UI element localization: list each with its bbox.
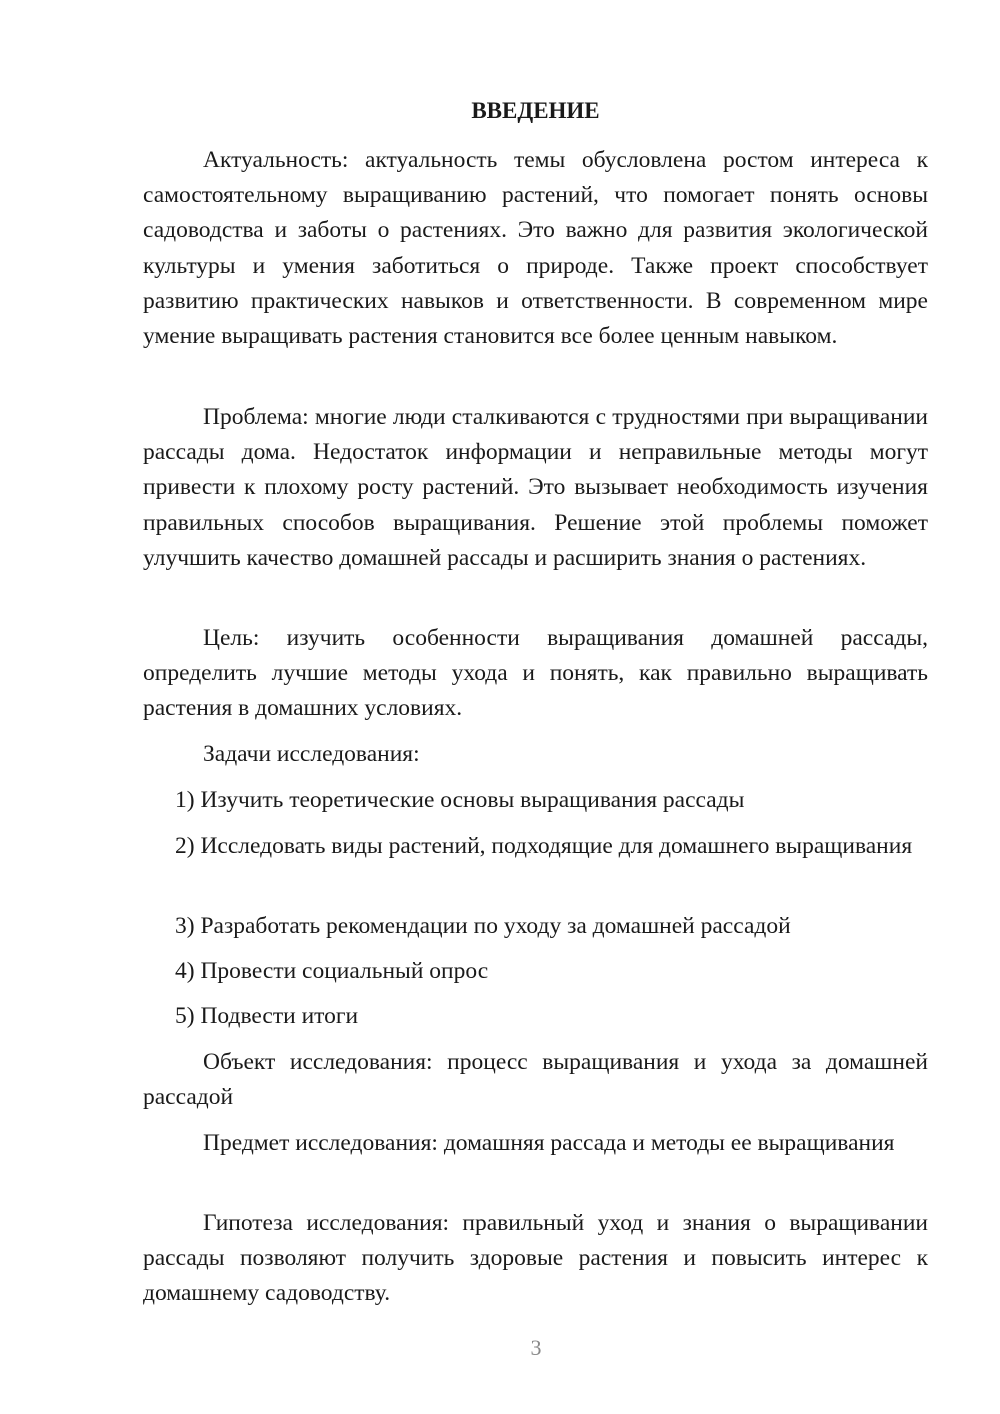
object-paragraph: Объект исследования: процесс выращивания и ухода за домашней рассадой — [143, 1049, 928, 1111]
relevance-paragraph: Актуальность: актуальность темы обусловлена ростом интереса к самостоятельному выращиванию растений, что помогает понять основы садоводства и заботы о растениях. Это важно для развития экологической культуры и умения заботиться о природе. Также проект способствует развитию практических навыков и ответственности. В современном мире умение выращивать растения становится все более ценным навыком. — [143, 147, 928, 350]
task-item: 5) Подвести итоги — [175, 1003, 359, 1029]
page-number: 3 — [530, 1335, 542, 1360]
task-item: 3) Разработать рекомендации по уходу за домашней рассадой — [175, 913, 791, 939]
subject-paragraph: Предмет исследования: домашняя рассада и методы ее выращивания — [203, 1130, 895, 1156]
goal-paragraph: Цель: изучить особенности выращивания домашней рассады, определить лучшие методы ухода и понять, как правильно выращивать растения в домашних условиях. — [143, 625, 928, 722]
task-item: 1) Изучить теоретические основы выращивания рассады — [175, 787, 745, 813]
tasks-title: Задачи исследования: — [203, 741, 420, 767]
problem-paragraph: Проблема: многие люди сталкиваются с трудностями при выращивании рассады дома. Недостаток информации и неправильные методы могут привести к плохому росту растений. Это вызывает необходимость изучения правильных способов выращивания. Решение этой проблемы поможет улучшить качество домашней рассады и расширить знания о растениях. — [143, 404, 928, 571]
task-item: 2) Исследовать виды растений, подходящие для домашнего выращивания — [175, 833, 913, 859]
section-heading: ВВЕДЕНИЕ — [471, 98, 600, 123]
hypothesis-paragraph: Гипотеза исследования: правильный уход и знания о выращивании рассады позволяют получить здоровые растения и повысить интерес к домашнему садоводству. — [143, 1210, 928, 1307]
task-item: 4) Провести социальный опрос — [175, 958, 489, 984]
